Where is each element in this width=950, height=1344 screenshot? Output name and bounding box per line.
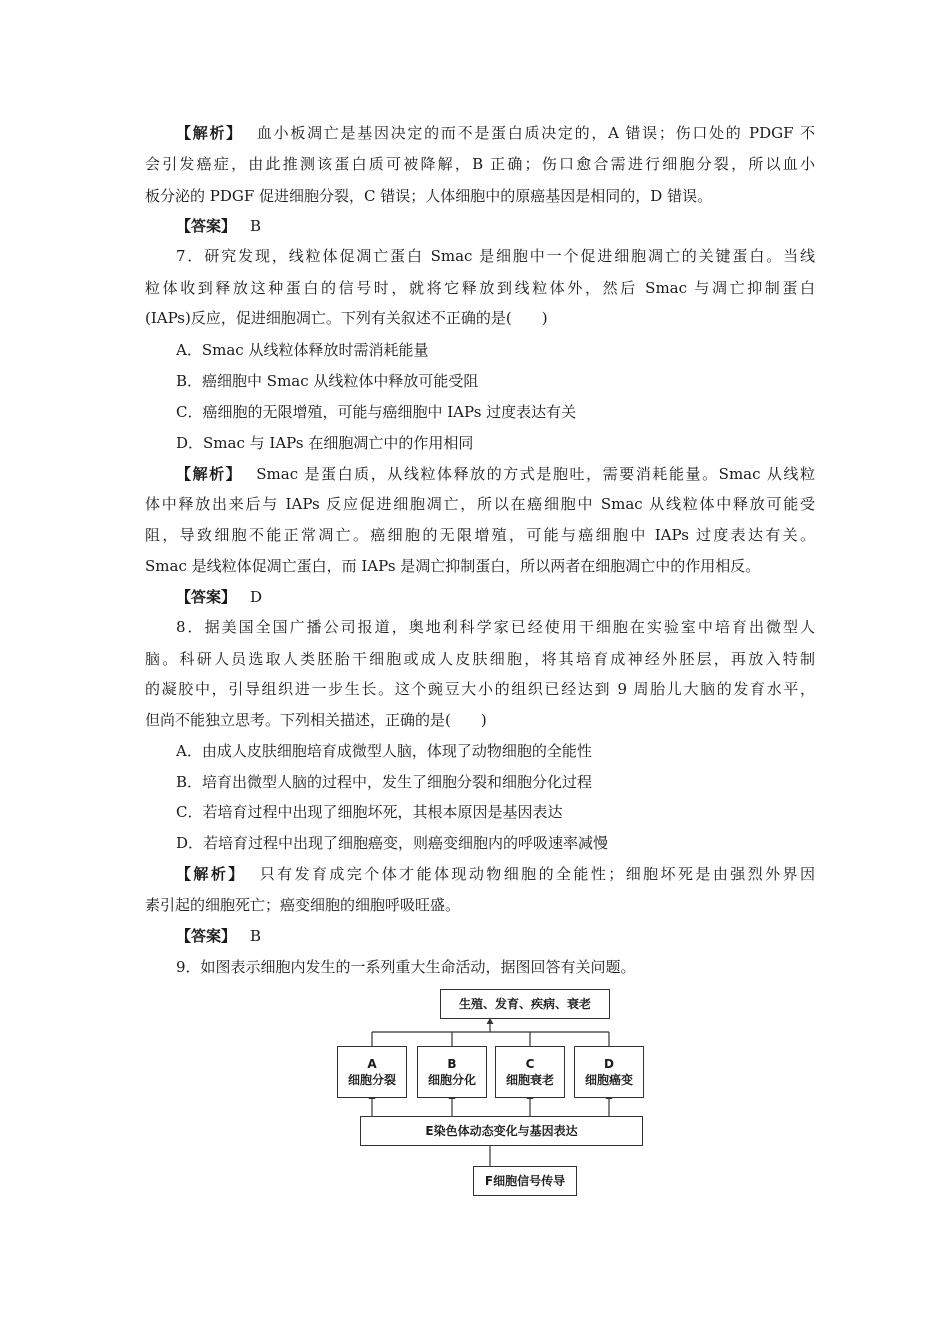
text-line [145,679,815,699]
line-text: 素引起的细胞死亡；癌变细胞的细胞呼吸旺盛。 [145,896,461,914]
text-line [145,186,815,206]
box-d-label: 细胞癌变 [584,1073,633,1087]
line-text: 9．如图表示细胞内发生的一系列重大生命活动，据图回答有关问题。 [176,958,636,976]
box-b [417,1046,487,1098]
text-line [176,926,815,946]
text-line [176,216,815,236]
section-tag: 【答案】 [176,927,237,945]
line-text: B [250,217,262,235]
line-text: D [250,588,263,606]
box-d [574,1046,644,1098]
text-line [145,308,815,328]
box-a [337,1046,407,1098]
line-text: B．培育出微型人脑的过程中，发生了细胞分裂和细胞分化过程 [176,773,593,791]
line-text: 板分泌的 PDGF 促进细胞分裂，C 错误；人体细胞中的原癌基因是相同的，D 错误。 [145,187,713,205]
line-text: D．Smac 与 IAPs 在细胞凋亡中的作用相同 [176,434,474,452]
line-text: C．癌细胞的无限增殖，可能与癌细胞中 IAPs 过度表达有关 [176,403,577,421]
text-line [176,402,815,422]
bottom-box [473,1166,577,1196]
text-line [176,340,815,360]
text-line [145,895,815,915]
box-a-label: 细胞分裂 [347,1073,396,1087]
text-line [176,864,815,884]
line-text: A．Smac 从线粒体释放时需消耗能量 [176,341,429,359]
line-text: 脑。科研人员选取人类胚胎干细胞或成人皮肤细胞，将其培育成神经外胚层，再放入特制 [145,650,815,668]
text-line [145,494,815,514]
middle-box-label: E染色体动态变化与基因表达 [425,1124,578,1138]
box-c-letter: C [525,1057,535,1071]
text-line [176,772,815,792]
text-line [145,525,815,545]
box-b-label: 细胞分化 [427,1073,476,1087]
line-text: 8．据美国全国广播公司报道，奥地利科学家已经使用干细胞在实验室中培育出微型人 [176,618,815,636]
text-line [176,833,815,853]
text-line [176,246,815,266]
text-line [145,710,815,730]
text-line [176,371,815,391]
section-tag: 【解析】 [176,465,243,483]
box-d-letter: D [604,1057,614,1071]
text-line [176,433,815,453]
text-line [145,556,815,576]
box-a-letter: A [367,1057,377,1071]
text-line [176,587,815,607]
section-tag: 【解析】 [176,865,246,883]
section-tag: 【答案】 [176,588,237,606]
line-text: Smac 是蛋白质，从线粒体释放的方式是胞吐，需要消耗能量。Smac 从线粒 [256,465,815,483]
text-line [176,741,815,761]
line-text: B [250,927,262,945]
line-text: 的凝胶中，引导组织进一步生长。这个豌豆大小的组织已经达到 9 周胎儿大脑的发育水平， [145,680,815,698]
text-line [176,802,815,822]
text-line [176,123,815,143]
line-text: A．由成人皮肤细胞培育成微型人脑，体现了动物细胞的全能性 [176,742,592,760]
box-c-label: 细胞衰老 [505,1073,554,1087]
flow-diagram [330,984,650,1204]
line-text: 7．研究发现，线粒体促凋亡蛋白 Smac 是细胞中一个促进细胞凋亡的关键蛋白。当线 [176,247,815,265]
bottom-box-label: F细胞信号传导 [484,1174,566,1188]
line-text: B．癌细胞中 Smac 从线粒体中释放可能受阻 [176,372,479,390]
text-line [145,154,815,174]
section-tag: 【解析】 [176,124,243,142]
line-text: 体中释放出来后与 IAPs 反应促进细胞凋亡，所以在癌细胞中 Smac 从线粒体中释放可能受 [145,495,815,513]
line-text: 粒体收到释放这种蛋白的信号时，就将它释放到线粒体外，然后 Smac 与凋亡抑制蛋白 [145,279,815,297]
line-text: C．若培育过程中出现了细胞坏死，其根本原因是基因表达 [176,803,563,821]
text-line [176,957,815,977]
text-line [145,278,815,298]
line-text: 血小板凋亡是基因决定的而不是蛋白质决定的，A 错误；伤口处的 PDGF 不 [256,124,815,142]
line-text: 只有发育成完个体才能体现动物细胞的全能性；细胞坏死是由强烈外界因 [259,865,815,883]
box-c [495,1046,565,1098]
middle-box [360,1116,643,1146]
line-text: D．若培育过程中出现了细胞癌变，则癌变细胞内的呼吸速率减慢 [176,834,609,852]
line-text: Smac 是线粒体促凋亡蛋白，而 IAPs 是凋亡抑制蛋白，所以两者在细胞凋亡中的作用相反。 [145,557,761,575]
top-box-label: 生殖、发育、疾病、衰老 [458,997,591,1011]
text-line [176,617,815,637]
line-text: 会引发癌症，由此推测该蛋白质可被降解，B 正确；伤口愈合需进行细胞分裂，所以血小 [145,155,815,173]
line-text: 但尚不能独立思考。下列相关描述，正确的是( ) [145,711,487,729]
line-text: 阻，导致细胞不能正常凋亡。癌细胞的无限增殖，可能与癌细胞中 IAPs 过度表达有关。 [145,526,815,544]
box-b-letter: B [447,1057,457,1071]
text-line [145,649,815,669]
top-box [440,989,610,1019]
section-tag: 【答案】 [176,217,237,235]
text-line [176,464,815,484]
line-text: (IAPs)反应，促进细胞凋亡。下列有关叙述不正确的是( ) [145,309,548,327]
